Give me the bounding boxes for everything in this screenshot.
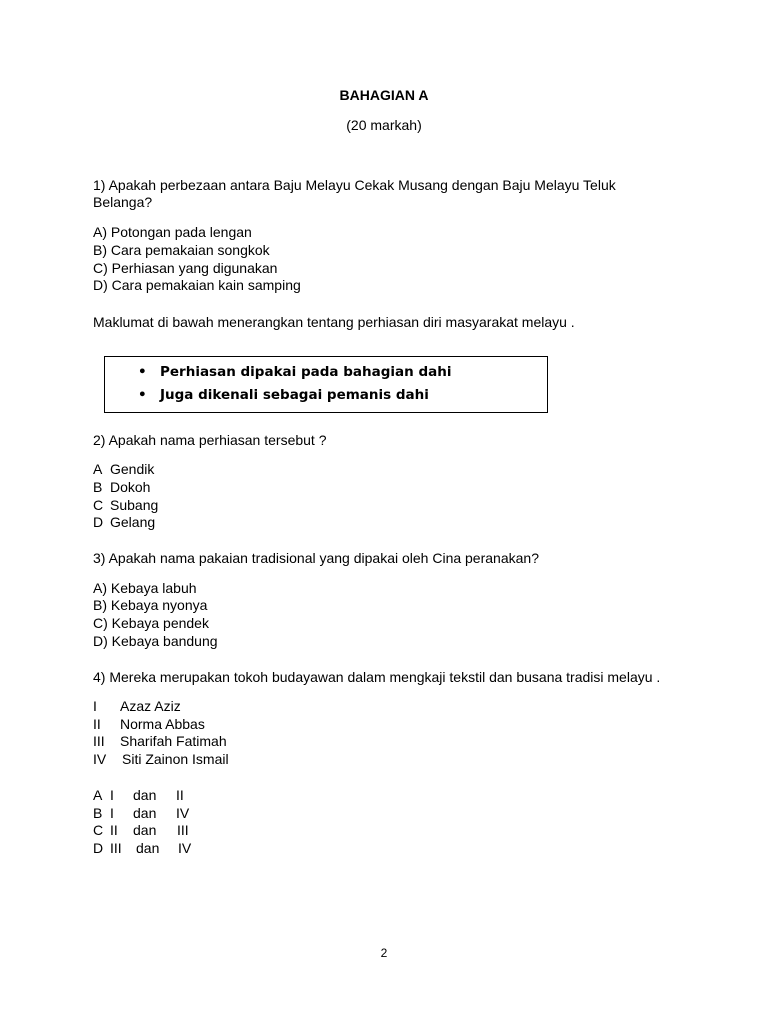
q1-option-a: A) Potongan pada lengan xyxy=(93,224,252,240)
q3-option-c: C) Kebaya pendek xyxy=(93,615,209,631)
q2-option-text: Dokoh xyxy=(110,479,151,495)
q4-option-second: IV xyxy=(176,805,190,821)
section-title: BAHAGIAN A xyxy=(339,87,429,103)
info-bullet-item xyxy=(138,363,451,381)
q4-option-letter: B xyxy=(93,805,103,821)
q3-option-b: B) Kebaya nyonya xyxy=(93,597,208,613)
page-number: 2 xyxy=(380,946,388,960)
q4-option-letter: C xyxy=(93,822,104,838)
q3-text: 3) Apakah nama pakaian tradisional yang dipakai oleh Cina peranakan? xyxy=(93,550,539,566)
q4-item-name: Azaz Aziz xyxy=(120,698,181,714)
q4-option-joiner: dan xyxy=(133,805,157,821)
q4-option-joiner: dan xyxy=(133,787,157,803)
q4-item-numeral: IV xyxy=(93,751,107,767)
bullet-icon: • xyxy=(138,387,147,403)
q4-item-name: Siti Zainon Ismail xyxy=(122,751,229,767)
info-box xyxy=(104,356,548,413)
q4-item-name: Sharifah Fatimah xyxy=(120,733,227,749)
q2-option-letter: A xyxy=(93,461,103,477)
q1-text-line2: Belanga? xyxy=(93,194,153,210)
q3-option-a: A) Kebaya labuh xyxy=(93,580,197,596)
q4-option-first: I xyxy=(110,787,114,803)
q4-item-numeral: I xyxy=(93,698,97,714)
q4-option-second: II xyxy=(176,787,184,803)
q2-option-text: Gendik xyxy=(110,461,155,477)
q4-option-first: III xyxy=(110,840,122,856)
q4-option-joiner: dan xyxy=(133,822,157,838)
q2-text: 2) Apakah nama perhiasan tersebut ? xyxy=(93,432,327,448)
q2-option-letter: D xyxy=(93,514,104,530)
q1-text-line1: 1) Apakah perbezaan antara Baju Melayu Cekak Musang dengan Baju Melayu Teluk xyxy=(93,177,616,193)
q4-option-first: I xyxy=(110,805,114,821)
q4-option-letter: D xyxy=(93,840,104,856)
q2-option-text: Subang xyxy=(110,497,159,513)
info-bullet-text: Perhiasan dipakai pada bahagian dahi xyxy=(160,364,452,380)
section-marks: (20 markah) xyxy=(346,117,422,133)
bullet-icon: • xyxy=(138,364,147,380)
q4-text: 4) Mereka merupakan tokoh budayawan dalam mengkaji tekstil dan busana tradisi melayu . xyxy=(93,669,661,685)
q4-option-second: III xyxy=(177,822,189,838)
q4-option-first: II xyxy=(110,822,118,838)
q4-option-letter: A xyxy=(93,787,103,803)
q1-option-c: C) Perhiasan yang digunakan xyxy=(93,260,278,276)
q4-item-numeral: II xyxy=(93,716,101,732)
info-intro: Maklumat di bawah menerangkan tentang perhiasan diri masyarakat melayu . xyxy=(93,314,575,330)
q4-item-name: Norma Abbas xyxy=(120,716,205,732)
q3-option-d: D) Kebaya bandung xyxy=(93,633,218,649)
q1-option-d: D) Cara pemakaian kain samping xyxy=(93,277,301,293)
info-bullet-text: Juga dikenali sebagai pemanis dahi xyxy=(160,387,429,403)
q4-option-second: IV xyxy=(178,840,192,856)
q2-option-letter: B xyxy=(93,479,103,495)
q2-option-text: Gelang xyxy=(110,514,156,530)
q4-option-joiner: dan xyxy=(136,840,160,856)
q1-option-b: B) Cara pemakaian songkok xyxy=(93,242,270,258)
q4-item-numeral: III xyxy=(93,733,105,749)
q2-option-letter: C xyxy=(93,497,104,513)
info-bullet-item xyxy=(138,386,429,404)
